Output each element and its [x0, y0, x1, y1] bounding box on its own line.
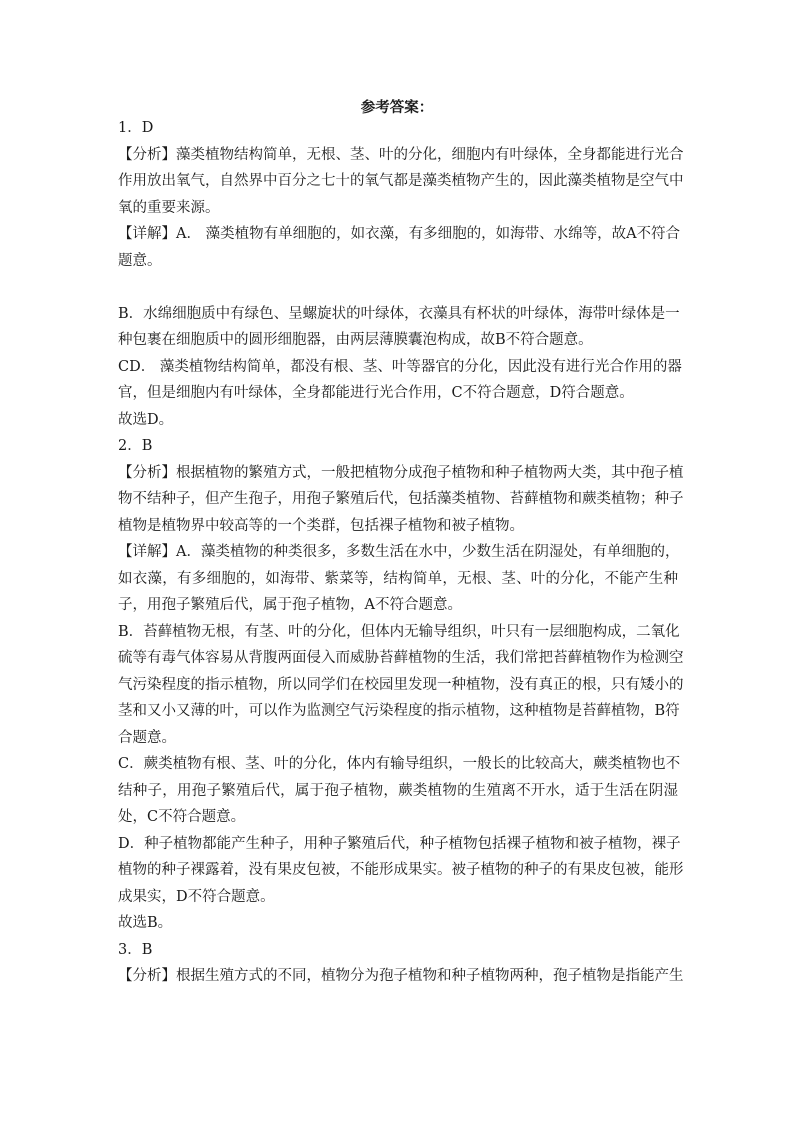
text-line: 子，用孢子繁殖后代，属于孢子植物，A不符合题意。: [118, 597, 462, 613]
text-line: CD． 藻类植物结构简单，都没有根、茎、叶等器官的分化，因此没有进行光合作用的器: [118, 358, 682, 375]
text-line: 3．B: [118, 941, 153, 958]
page-title: 参考答案：: [360, 99, 434, 116]
text-line: 植物的种子裸露着，没有果皮包被，不能形成果实。被子植物的种子的有果皮包被，能形: [118, 862, 684, 878]
text-line: 合题意。: [118, 729, 176, 746]
text-line: 官，但是细胞内有叶绿体，全身都能进行光合作用，C不符合题意，D符合题意。: [118, 385, 634, 401]
text-line: 故选D。: [118, 411, 174, 428]
text-line: 【分析】根据植物的繁殖方式，一般把植物分成孢子植物和种子植物两大类，其中孢子植: [118, 464, 684, 481]
text-line: 物不结种子，但产生孢子，用孢子繁殖后代，包括藻类植物、苔藓植物和蕨类植物；种子: [118, 491, 684, 507]
text-line: 茎和又小又薄的叶，可以作为监测空气污染程度的指示植物，这种植物是苔藓植物，B符: [118, 703, 680, 719]
text-line: 2．B: [118, 438, 153, 454]
text-line: 【分析】根据生殖方式的不同，植物分为孢子植物和种子植物两种，孢子植物是指能产生: [118, 968, 684, 984]
text-line: 故选B。: [118, 915, 173, 931]
text-line: B．水绵细胞质中有绿色、呈螺旋状的叶绿体，衣藻具有杯状的叶绿体，海带叶绿体是一: [118, 305, 680, 322]
text-line: 如衣藻，有多细胞的，如海带、紫菜等，结构简单，无根、茎、叶的分化，不能产生种: [118, 570, 678, 587]
text-line: 种包裹在细胞质中的圆形细胞器，由两层薄膜囊泡构成，故B不符合题意。: [118, 332, 593, 348]
text-line: 【详解】A．藻类植物的种类很多，多数生活在水中，少数生活在阴湿处，有单细胞的，: [118, 544, 680, 560]
text-line: 【详解】A． 藻类植物有单细胞的，如衣藻，有多细胞的，如海带、水绵等，故A不符合: [118, 226, 681, 242]
text-line: B．苔藓植物无根，有茎、叶的分化，但体内无输导组织，叶只有一层细胞构成，二氧化: [118, 623, 680, 640]
text-line: 1．D: [118, 120, 154, 136]
blank-line: [118, 274, 678, 301]
text-line: 植物是植物界中较高等的一个类群，包括裸子植物和被子植物。: [118, 517, 524, 534]
text-line: 氧的重要来源。: [118, 199, 220, 216]
text-line: 成果实，D不符合题意。: [118, 888, 275, 905]
answer-body: [118, 115, 684, 990]
text-line: 硫等有毒气体容易从背腹两面侵入而威胁苔藓植物的生活，我们常把苔藓植物作为检测空: [118, 650, 684, 666]
text-line: D．种子植物都能产生种子，用种子繁殖后代，种子植物包括裸子植物和被子植物，裸子: [118, 835, 681, 852]
text-line: 作用放出氧气，自然界中百分之七十的氧气都是藻类植物产生的，因此藻类植物是空气中: [118, 173, 684, 189]
text-line: 结种子，用孢子繁殖后代，属于孢子植物，蕨类植物的生殖离不开水，适于生活在阴湿: [118, 782, 678, 799]
text-line: 题意。: [118, 252, 162, 269]
text-line: C．蕨类植物有根、茎、叶的分化，体内有输导组织，一般长的比较高大，蕨类植物也不: [118, 756, 681, 772]
text-line: 气污染程度的指示植物，所以同学们在校园里发现一种植物，没有真正的根，只有矮小的: [118, 676, 684, 693]
text-line: 处，C不符合题意。: [118, 809, 246, 825]
text-line: 【分析】藻类植物结构简单，无根、茎、叶的分化，细胞内有叶绿体，全身都能进行光合: [118, 146, 684, 163]
